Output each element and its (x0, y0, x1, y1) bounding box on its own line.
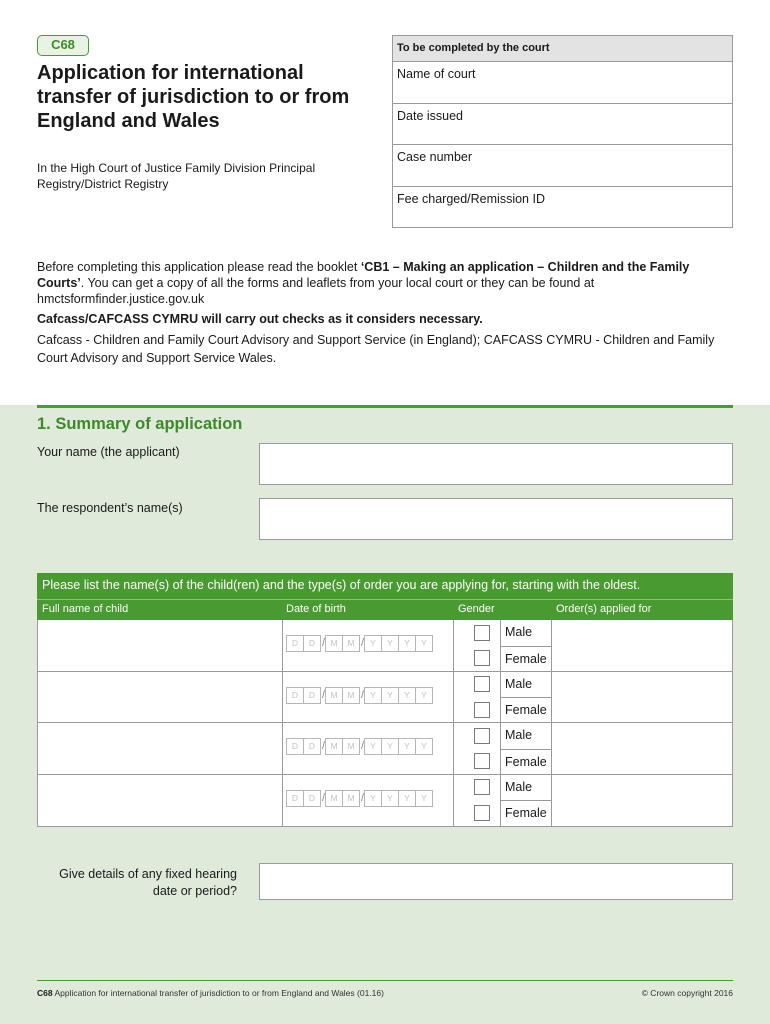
date-separator: / (360, 637, 365, 649)
applicant-name-input[interactable] (259, 443, 733, 485)
dob-digit-box[interactable]: M (342, 790, 360, 807)
gender-option-male[interactable] (454, 775, 552, 801)
date-separator: / (321, 637, 326, 649)
male-label: Male (500, 723, 552, 749)
gender-option-female[interactable] (454, 800, 552, 826)
orders-cell[interactable] (552, 775, 733, 827)
male-checkbox[interactable] (474, 728, 490, 744)
dob-digit-box[interactable]: Y (381, 790, 399, 807)
dob-digit-box[interactable]: M (342, 635, 360, 652)
court-line: In the High Court of Justice Family Division Principal Registry/District Registry (37, 161, 316, 191)
child-name-cell[interactable] (38, 620, 283, 671)
date-separator: / (321, 791, 326, 804)
female-checkbox[interactable] (474, 702, 490, 718)
applicant-label: Your name (the applicant) (37, 445, 180, 459)
dob-digit-box[interactable]: Y (398, 687, 416, 704)
dob-digit-box[interactable]: Y (415, 687, 433, 704)
section-title: 1. Summary of application (37, 415, 243, 433)
table-header (37, 599, 733, 620)
table-row (38, 723, 732, 775)
hearing-details-input[interactable] (259, 863, 733, 900)
respondent-name-input[interactable] (259, 498, 733, 540)
male-checkbox[interactable] (474, 625, 490, 641)
dob-digit-box[interactable]: M (342, 738, 360, 755)
name-of-court-field[interactable]: Name of court (393, 62, 732, 104)
gender-cell (454, 723, 552, 774)
dob-digit-box[interactable]: M (342, 687, 360, 704)
dob-digit-box[interactable]: Y (364, 790, 382, 807)
intro-paragraph: Before completing this application please read the booklet ‘CB1 – Making an application – Children and the Family Courts’. You can get a copy of all the forms and leaflets from your local court or they can be found at hmctsformfinder.justice.gov.uk (37, 260, 690, 306)
gender-cell (454, 620, 552, 671)
dob-digit-box[interactable]: M (325, 635, 343, 652)
dob-digit-box[interactable]: M (325, 687, 343, 704)
dob-digit-box[interactable]: D (303, 790, 321, 807)
children-table (37, 573, 733, 827)
col-gender: Gender (458, 603, 495, 615)
orders-cell[interactable] (552, 672, 733, 723)
female-checkbox[interactable] (474, 805, 490, 821)
form-code-badge: C68 (37, 35, 89, 56)
dob-digit-box[interactable]: Y (381, 738, 399, 755)
female-checkbox[interactable] (474, 650, 490, 666)
gender-option-female[interactable] (454, 697, 552, 723)
cafcass-note: Cafcass - Children and Family Court Advisory and Support Service (in England); CAFCASS CYMRU - Children and Family Court Advisory and Support Service Wales. (37, 333, 715, 365)
dob-cell (283, 723, 454, 774)
female-label: Female (500, 800, 552, 826)
gender-option-male[interactable] (454, 672, 552, 698)
col-orders: Order(s) applied for (556, 603, 652, 615)
case-number-field[interactable]: Case number (393, 145, 732, 187)
dob-input (287, 738, 433, 755)
orders-cell[interactable] (552, 620, 733, 671)
dob-digit-box[interactable]: Y (398, 790, 416, 807)
col-full-name: Full name of child (42, 603, 129, 615)
dob-cell (283, 672, 454, 723)
dob-digit-box[interactable]: Y (364, 738, 382, 755)
male-label: Male (500, 620, 552, 646)
table-row (38, 672, 732, 724)
dob-digit-box[interactable]: D (303, 738, 321, 755)
date-separator: / (321, 740, 326, 752)
female-label: Female (500, 749, 552, 775)
intro-text (37, 259, 727, 371)
date-separator: / (321, 688, 326, 701)
table-instruction: Please list the name(s) of the child(ren) and the type(s) of order you are applying for, starting with the oldest. (37, 573, 733, 599)
table-body (37, 620, 733, 827)
dob-digit-box[interactable]: Y (364, 635, 382, 652)
footer-copyright: © Crown copyright 2016 (641, 988, 733, 998)
date-separator: / (360, 688, 365, 701)
female-label: Female (500, 646, 552, 672)
page-title: Application for international transfer of jurisdiction to or from England and Wales (37, 62, 350, 132)
dob-input (287, 635, 433, 652)
footer-divider (37, 980, 733, 981)
dob-digit-box[interactable]: D (303, 635, 321, 652)
dob-digit-box[interactable]: Y (381, 687, 399, 704)
male-label: Male (500, 672, 552, 698)
court-use-box (392, 35, 733, 228)
dob-digit-box[interactable]: D (303, 687, 321, 704)
dob-digit-box[interactable]: D (286, 790, 304, 807)
gender-option-male[interactable] (454, 620, 552, 646)
dob-digit-box[interactable]: Y (364, 687, 382, 704)
dob-digit-box[interactable]: M (325, 790, 343, 807)
section-divider (37, 405, 733, 408)
male-label: Male (500, 775, 552, 801)
orders-cell[interactable] (552, 723, 733, 774)
female-checkbox[interactable] (474, 753, 490, 769)
gender-cell (454, 672, 552, 723)
date-separator: / (360, 791, 365, 804)
male-checkbox[interactable] (474, 676, 490, 692)
child-name-cell[interactable] (38, 775, 283, 827)
col-dob: Date of birth (286, 603, 346, 615)
dob-digit-box[interactable]: Y (381, 635, 399, 652)
booklet-title: ‘CB1 – Making an application – Children and the Family Courts’ (37, 260, 690, 290)
date-issued-field[interactable]: Date issued (393, 104, 732, 146)
hearing-label: Give details of any fixed hearing date or period? (59, 867, 237, 898)
gender-option-female[interactable] (454, 646, 552, 672)
female-label: Female (500, 697, 552, 723)
dob-digit-box[interactable]: Y (415, 635, 433, 652)
dob-digit-box[interactable]: D (286, 738, 304, 755)
checks-note: Cafcass/CAFCASS CYMRU will carry out checks as it considers necessary. (37, 312, 483, 326)
dob-digit-box[interactable]: Y (398, 635, 416, 652)
dob-digit-box[interactable]: Y (415, 738, 433, 755)
dob-digit-box[interactable]: Y (415, 790, 433, 807)
footer-description: C68 Application for international transfer of jurisdiction to or from England and Wales (01.16) (37, 988, 384, 998)
gender-option-female[interactable] (454, 749, 552, 775)
dob-digit-box[interactable]: M (325, 738, 343, 755)
dob-cell (283, 775, 454, 827)
respondent-label: The respondent’s name(s) (37, 501, 183, 515)
dob-digit-box[interactable]: Y (398, 738, 416, 755)
gender-cell (454, 775, 552, 827)
gender-option-male[interactable] (454, 723, 552, 749)
male-checkbox[interactable] (474, 779, 490, 795)
footer-code: C68 (37, 988, 53, 998)
dob-digit-box[interactable]: D (286, 687, 304, 704)
table-row (38, 620, 732, 672)
child-name-cell[interactable] (38, 672, 283, 723)
dob-input (287, 687, 433, 704)
child-name-cell[interactable] (38, 723, 283, 774)
dob-input (287, 790, 433, 807)
fee-charged-field[interactable]: Fee charged/Remission ID (397, 191, 545, 206)
table-row (38, 775, 732, 827)
dob-digit-box[interactable]: D (286, 635, 304, 652)
date-separator: / (360, 740, 365, 752)
court-box-heading: To be completed by the court (393, 36, 732, 62)
dob-cell (283, 620, 454, 671)
